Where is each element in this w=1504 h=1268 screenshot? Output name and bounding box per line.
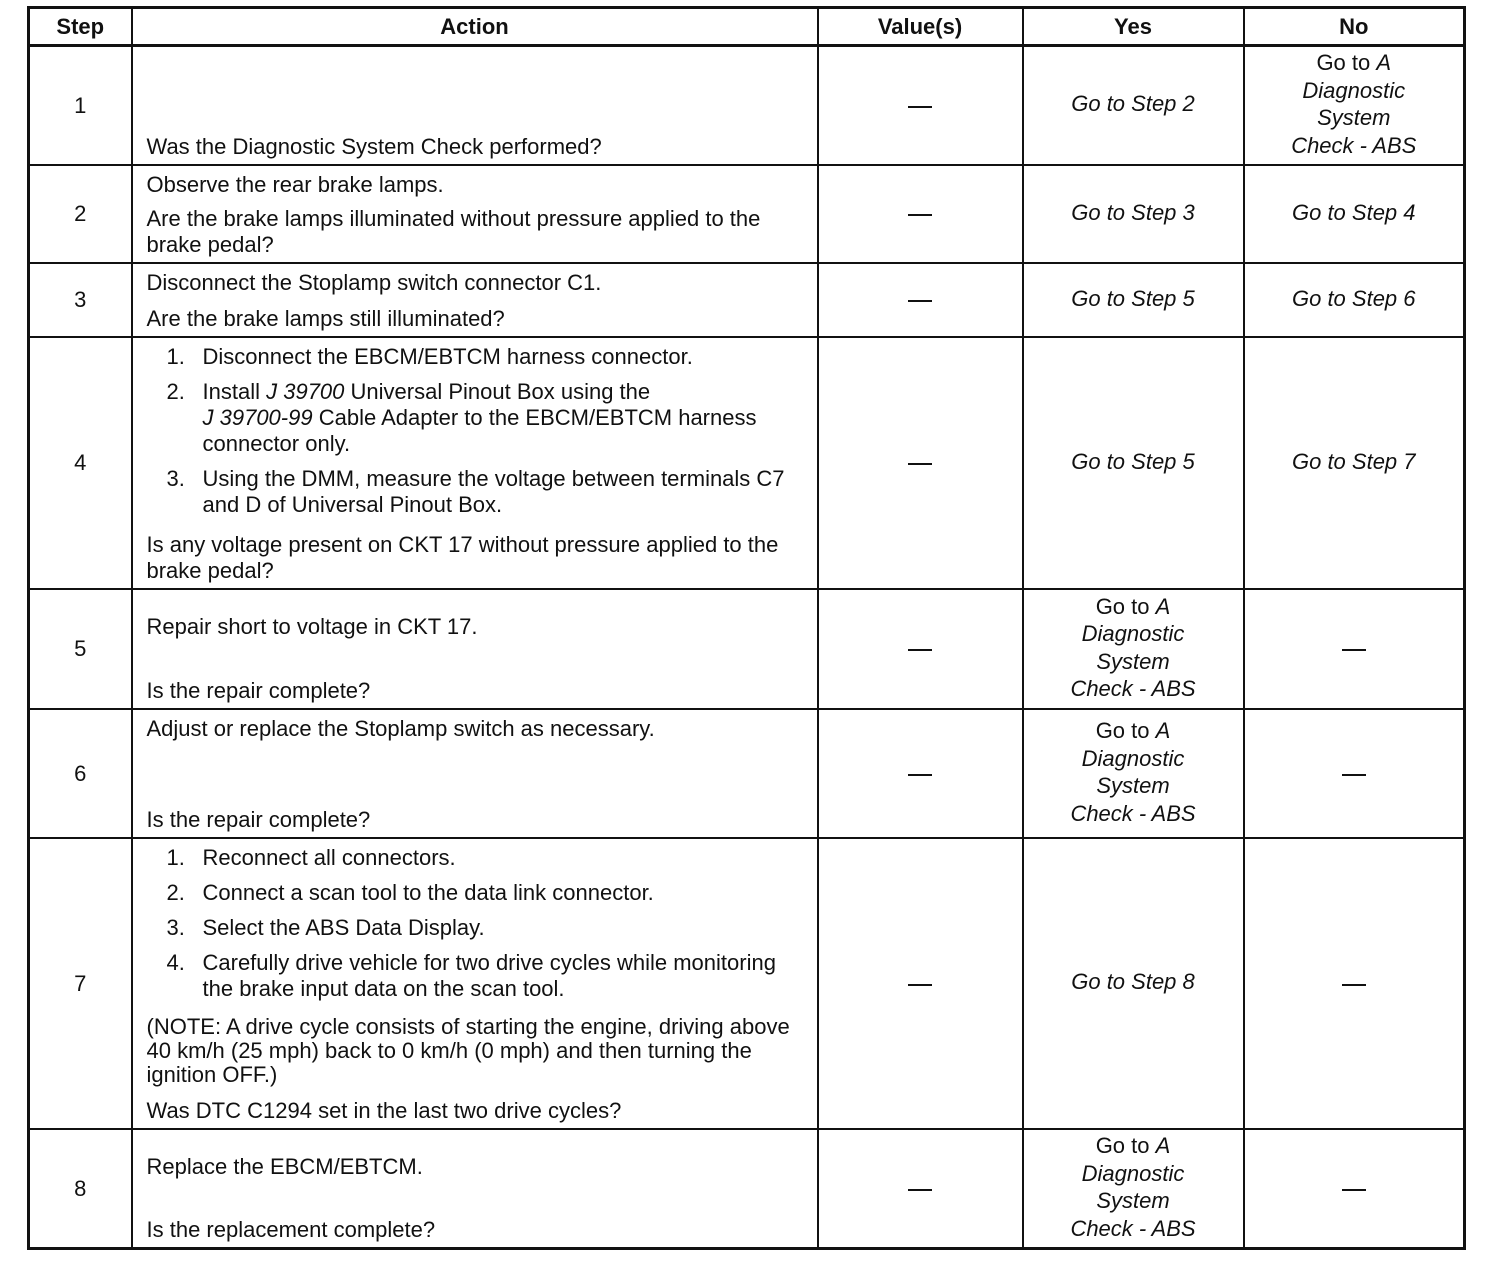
dash-mark	[1342, 649, 1366, 651]
value-cell	[818, 263, 1023, 337]
table-row	[29, 589, 1465, 709]
action-cell	[132, 709, 818, 838]
dash-mark	[908, 984, 932, 986]
header-values: Value(s)	[818, 8, 1023, 46]
goto-link[interactable]: Go to A Diagnostic System Check - ABS	[1291, 50, 1417, 158]
tool-reference: J 39700	[266, 379, 345, 404]
dash-mark	[908, 649, 932, 651]
value-cell	[818, 838, 1023, 1129]
table-row	[29, 46, 1465, 166]
action-cell	[132, 337, 818, 589]
action-question: Is the repair complete?	[146, 678, 371, 703]
goto-link[interactable]: Go to A Diagnostic System Check - ABS	[1070, 593, 1196, 701]
diagnostic-table	[27, 6, 1466, 1250]
no-cell	[1244, 709, 1465, 838]
goto-link[interactable]: Go to Step 2	[1071, 91, 1195, 117]
no-cell	[1244, 46, 1465, 166]
header-no: No	[1244, 8, 1465, 46]
no-cell	[1244, 838, 1465, 1129]
dash-mark	[1342, 774, 1366, 776]
yes-cell	[1023, 165, 1244, 263]
list-item: 2. Connect a scan tool to the data link connector.	[166, 880, 654, 905]
dash-mark	[908, 300, 932, 302]
goto-link[interactable]: Go to Step 7	[1291, 448, 1416, 474]
goto-link[interactable]: Go to A Diagnostic System Check - ABS	[1070, 718, 1196, 826]
action-question: Are the brake lamps still illuminated?	[146, 306, 505, 331]
dash-mark	[908, 214, 932, 216]
action-question: Is the replacement complete?	[146, 1217, 436, 1242]
table-row	[29, 1129, 1465, 1249]
step-number: 4	[29, 337, 132, 589]
step-number: 7	[29, 838, 132, 1129]
list-item: 4. Carefully drive vehicle for two drive cycles while monitoring the brake input data on the scan tool.	[166, 950, 776, 1001]
no-cell	[1244, 589, 1465, 709]
step-number: 3	[29, 263, 132, 337]
list-item: 1. Reconnect all connectors.	[166, 845, 456, 870]
no-cell	[1244, 1129, 1465, 1249]
goto-link[interactable]: Go to Step 3	[1071, 199, 1195, 225]
header-row	[29, 8, 1465, 46]
goto-link[interactable]: Go to Step 5	[1071, 285, 1195, 311]
value-cell	[818, 46, 1023, 166]
dash-mark	[908, 106, 932, 108]
action-instruction: Adjust or replace the Stoplamp switch as necessary.	[146, 716, 655, 741]
value-cell	[818, 1129, 1023, 1249]
dash-mark	[1342, 1189, 1366, 1191]
action-cell	[132, 165, 818, 263]
list-item: 3. Select the ABS Data Display.	[166, 915, 485, 940]
yes-cell	[1023, 263, 1244, 337]
header-yes: Yes	[1023, 8, 1244, 46]
action-cell	[132, 1129, 818, 1249]
goto-link[interactable]: Go to Step 6	[1291, 285, 1416, 311]
yes-cell	[1023, 589, 1244, 709]
action-instruction: Observe the rear brake lamps.	[146, 172, 444, 197]
list-item: 3. Using the DMM, measure the voltage between terminals C7 and D of Universal Pinout Box.	[166, 466, 785, 517]
action-cell	[132, 589, 818, 709]
value-cell	[818, 589, 1023, 709]
header-step: Step	[29, 8, 132, 46]
value-cell	[818, 709, 1023, 838]
action-cell	[132, 838, 818, 1129]
action-question: Is the repair complete?	[146, 807, 371, 832]
step-number: 5	[29, 589, 132, 709]
step-number: 2	[29, 165, 132, 263]
dash-mark	[908, 463, 932, 465]
action-question: Was the Diagnostic System Check performed?	[146, 134, 602, 159]
tool-reference: J 39700-99	[202, 405, 313, 430]
header-action: Action	[132, 8, 818, 46]
yes-cell	[1023, 838, 1244, 1129]
action-cell	[132, 263, 818, 337]
goto-link[interactable]: Go to Step 4	[1291, 199, 1416, 225]
action-cell	[132, 46, 818, 166]
action-instruction: Disconnect the Stoplamp switch connector C1.	[146, 270, 602, 295]
goto-link[interactable]: Go to Step 5	[1071, 448, 1195, 474]
table-row	[29, 263, 1465, 337]
table-row	[29, 337, 1465, 589]
goto-link[interactable]: Go to A Diagnostic System Check - ABS	[1070, 1133, 1196, 1241]
dash-mark	[908, 774, 932, 776]
no-cell	[1244, 337, 1465, 589]
step-number: 6	[29, 709, 132, 838]
step-number: 8	[29, 1129, 132, 1249]
list-item: 2. Install J 39700 Universal Pinout Box using the J 39700-99 Cable Adapter to the EBCM/EBTCM harness connector only.	[166, 379, 757, 456]
yes-cell	[1023, 46, 1244, 166]
step-number: 1	[29, 46, 132, 166]
dash-mark	[1342, 984, 1366, 986]
action-instruction: Replace the EBCM/EBTCM.	[146, 1154, 423, 1179]
list-item: 1. Disconnect the EBCM/EBTCM harness connector.	[166, 344, 693, 369]
yes-cell	[1023, 337, 1244, 589]
value-cell	[818, 337, 1023, 589]
procedure-list	[147, 344, 807, 527]
no-cell	[1244, 263, 1465, 337]
action-instruction: Repair short to voltage in CKT 17.	[146, 614, 478, 639]
yes-cell	[1023, 709, 1244, 838]
action-question: Are the brake lamps illuminated without pressure applied to the brake pedal?	[146, 206, 761, 257]
no-cell	[1244, 165, 1465, 263]
table-row	[29, 838, 1465, 1129]
action-question: Was DTC C1294 set in the last two drive cycles?	[146, 1098, 622, 1123]
value-cell	[818, 165, 1023, 263]
dash-mark	[908, 1189, 932, 1191]
table-row	[29, 165, 1465, 263]
action-question: Is any voltage present on CKT 17 without pressure applied to the brake pedal?	[146, 532, 779, 583]
table-row	[29, 709, 1465, 838]
procedure-list	[147, 845, 807, 1011]
yes-cell	[1023, 1129, 1244, 1249]
action-note: (NOTE: A drive cycle consists of starting the engine, driving above 40 km/h (25 mph) back to 0 km/h (0 mph) and then turning the ignition OFF.)	[146, 1013, 790, 1087]
goto-link[interactable]: Go to Step 8	[1071, 969, 1195, 995]
